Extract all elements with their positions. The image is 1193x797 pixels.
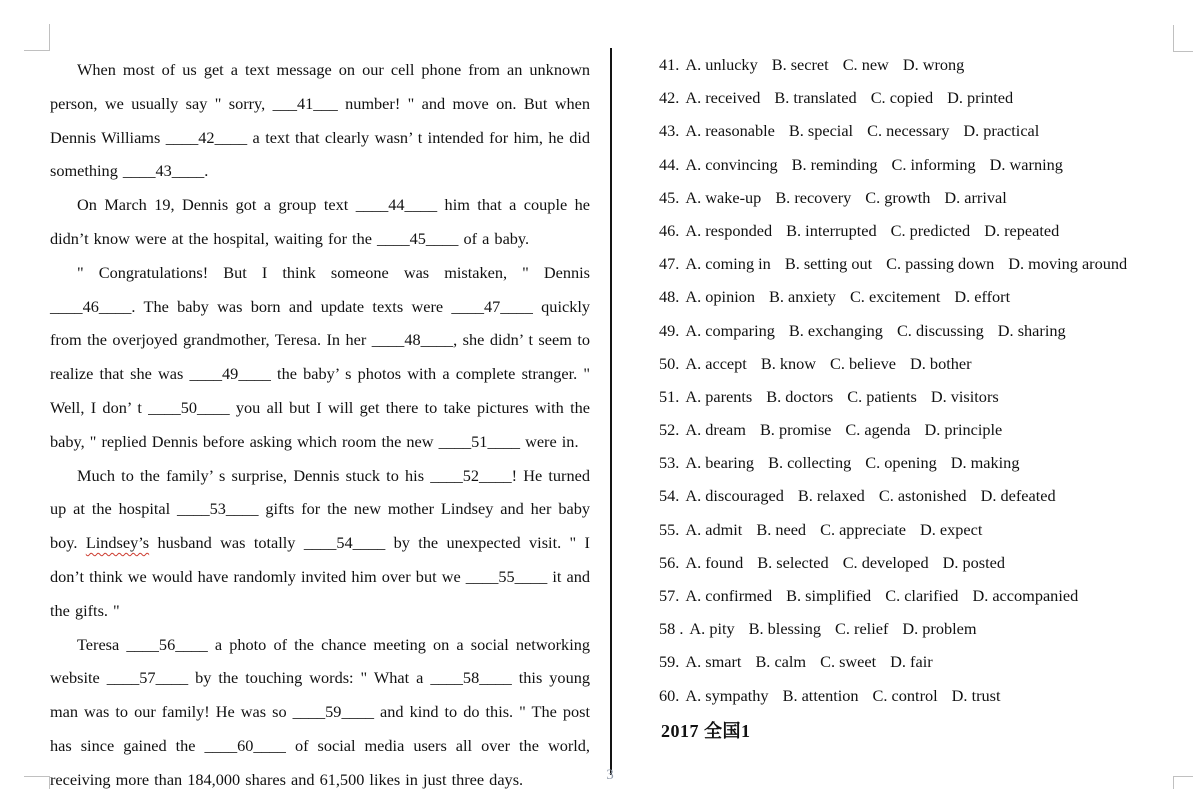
option-row (659, 546, 1193, 579)
option-row (659, 214, 1193, 247)
option-number: 46. (659, 220, 680, 240)
option-choice: A. confirmed (685, 586, 773, 605)
option-choice: C. agenda (845, 420, 911, 440)
option-choice: C. excitement (849, 287, 941, 307)
option-row (659, 612, 1193, 645)
option-choice: D. printed (947, 88, 1014, 108)
option-choice: D. repeated (984, 220, 1060, 240)
option-choice: D. arrival (944, 187, 1007, 207)
option-choice: C. control (872, 685, 938, 705)
option-choice: D. accompanied (972, 586, 1079, 605)
passage-paragraph (50, 188, 590, 256)
option-choice: A. unlucky (685, 55, 758, 74)
crop-mark-bottom-right (1173, 776, 1193, 789)
option-choice: C. new (842, 55, 889, 74)
option-row (659, 48, 1193, 81)
passage-paragraph (50, 628, 590, 797)
option-choice: A. bearing (685, 453, 755, 473)
option-choice: D. defeated (980, 486, 1056, 506)
option-choice: B. simplified (786, 586, 872, 605)
passage-paragraph (50, 256, 590, 459)
option-choice: D. visitors (930, 386, 999, 406)
option-choice: D. warning (989, 154, 1063, 174)
option-choice: B. anxiety (769, 287, 836, 307)
option-choice: B. secret (771, 55, 829, 74)
option-row (659, 479, 1193, 512)
option-choice: B. calm (755, 652, 807, 672)
option-row (659, 513, 1193, 546)
option-row (659, 280, 1193, 313)
option-choice: A. comparing (685, 320, 775, 340)
passage-text: On March 19, Dennis got a group text ____44____ him that a couple he didn’t know were at the hospital, waiting for the ____45____ of a baby. (50, 195, 590, 248)
page-number: 3 (606, 767, 614, 783)
option-number: 43. (659, 121, 680, 141)
option-choice: A. coming in (685, 254, 771, 274)
option-choice: C. astonished (878, 486, 967, 506)
option-choice: A. received (685, 88, 761, 108)
option-row (659, 380, 1193, 413)
option-choice: A. sympathy (685, 685, 769, 705)
option-choice: C. copied (870, 88, 934, 108)
option-choice: D. effort (954, 287, 1011, 307)
option-choice: A. wake-up (685, 187, 762, 207)
option-choice: D. posted (942, 552, 1005, 572)
option-choice: A. dream (685, 420, 746, 440)
option-choice: B. know (760, 353, 817, 373)
option-row (659, 413, 1193, 446)
option-number: 49. (659, 320, 680, 340)
option-choice: C. informing (891, 154, 976, 174)
option-choice: B. need (756, 519, 807, 539)
option-number: 55. (659, 519, 680, 539)
option-choice: C. necessary (867, 121, 950, 141)
option-choice: B. special (788, 121, 854, 141)
cloze-passage (50, 53, 590, 797)
passage-text: When most of us get a text message on our cell phone from an unknown person, we usually say " sorry, ___41___ number! " and move on. But when Dennis Williams ____42____ a text that clearly wasn’ t intended for him, he did something ____43____. (50, 60, 590, 181)
option-choice: C. passing down (886, 254, 995, 274)
option-choice: B. recovery (775, 187, 852, 207)
source-tag: 2017 全国1 (661, 721, 751, 741)
option-choice: C. developed (842, 552, 929, 572)
option-row (659, 446, 1193, 479)
option-choice: A. smart (685, 652, 742, 672)
option-choice: B. attention (782, 685, 859, 705)
passage-text: Much to the family’ s surprise, Dennis stuck to his ____52____! He turned up at the hospital ____53____ gifts for the new mother Lindsey and her baby boy. (50, 465, 590, 553)
option-number: 56. (659, 552, 680, 572)
misspelled-word: Lindsey’s (85, 533, 150, 553)
option-choice: D. fair (890, 652, 933, 672)
option-choice: D. principle (924, 420, 1003, 440)
option-choice: A. reasonable (685, 121, 775, 141)
option-choice: A. accept (685, 353, 747, 373)
option-choice: B. collecting (768, 453, 852, 473)
option-choice: D. trust (951, 685, 1001, 705)
option-row (659, 579, 1193, 612)
option-choice: A. responded (685, 220, 773, 240)
option-choice: B. doctors (766, 386, 834, 406)
option-choice: C. growth (865, 187, 931, 207)
option-choice: A. convincing (685, 154, 778, 174)
option-row (659, 679, 1193, 712)
option-choice: D. making (950, 453, 1020, 473)
option-choice: B. blessing (748, 619, 822, 639)
option-choice: C. patients (847, 386, 917, 406)
option-row (659, 148, 1193, 181)
option-number: 59. (659, 652, 680, 672)
option-choice: A. discouraged (685, 486, 784, 506)
option-choice: B. exchanging (788, 320, 883, 340)
option-choice: A. admit (685, 519, 743, 539)
passage-text: " Congratulations! But I think someone was mistaken, " Dennis ____46____. The baby was born and update texts were ____47____ quickly from the overjoyed grandmother, Teresa. In her ____48____, she didn’ t seem to realize that she was ____49____ the baby’ s photos with a complete stranger. " Well, I don’ t ____50____ you all but I will get there to take pictures with the baby, " replied Dennis before asking which room the new ____51____ were in. (50, 262, 590, 451)
option-choice: D. expect (919, 519, 983, 539)
passage-text: Teresa ____56____ a photo of the chance meeting on a social networking website ____57____ by the touching words: " What a ____58____ this young man was to our family! He was so ____59____ and kind to do this. " The post has since gained the ____60____ of social media users all over the world, receiving more than 184,000 shares and 61,500 likes in just three days. (50, 634, 590, 789)
option-number: 58 . (659, 619, 684, 639)
option-choice: D. problem (902, 619, 977, 639)
option-choice: A. parents (685, 386, 753, 406)
option-choice: B. selected (757, 552, 829, 572)
options-list (659, 48, 1193, 712)
option-number: 57. (659, 586, 680, 605)
option-choice: D. moving around (1008, 254, 1128, 274)
option-choice: D. wrong (902, 55, 965, 74)
option-number: 48. (659, 287, 680, 307)
option-row (659, 645, 1193, 678)
option-choice: D. sharing (997, 320, 1066, 340)
option-number: 45. (659, 187, 680, 207)
option-row (659, 181, 1193, 214)
option-number: 47. (659, 254, 680, 274)
option-choice: A. found (685, 552, 744, 572)
passage-paragraph (50, 459, 590, 628)
option-choice: B. relaxed (797, 486, 865, 506)
option-choice: C. sweet (820, 652, 877, 672)
option-choice: A. opinion (685, 287, 756, 307)
option-choice: C. discussing (896, 320, 984, 340)
passage-paragraph (50, 53, 590, 188)
column-divider (610, 48, 612, 775)
option-number: 42. (659, 88, 680, 108)
crop-mark-top-left (24, 24, 50, 51)
passage-text: husband was totally ____54____ by the unexpected visit. " I don’t think we would have randomly invited him over but we ____55____ it and the gifts. " (50, 533, 590, 620)
option-choice: A. pity (689, 619, 735, 639)
option-row (659, 347, 1193, 380)
option-number: 50. (659, 353, 680, 373)
option-choice: C. believe (830, 353, 897, 373)
option-number: 60. (659, 685, 680, 705)
option-choice: C. appreciate (820, 519, 906, 539)
option-row (659, 114, 1193, 147)
option-number: 51. (659, 386, 680, 406)
option-row (659, 247, 1193, 280)
option-number: 53. (659, 453, 680, 473)
option-choice: D. practical (963, 121, 1040, 141)
crop-mark-bottom-left (24, 776, 50, 789)
option-choice: B. interrupted (786, 220, 877, 240)
option-choice: D. bother (910, 353, 972, 373)
option-number: 41. (659, 55, 680, 74)
option-number: 52. (659, 420, 680, 440)
option-row (659, 314, 1193, 347)
option-choice: C. relief (835, 619, 889, 639)
option-choice: B. promise (759, 420, 832, 440)
option-choice: B. translated (774, 88, 857, 108)
option-number: 54. (659, 486, 680, 506)
option-choice: C. predicted (890, 220, 971, 240)
option-choice: C. clarified (885, 586, 959, 605)
option-choice: B. reminding (791, 154, 878, 174)
option-choice: B. setting out (784, 254, 873, 274)
option-row (659, 81, 1193, 114)
option-choice: C. opening (865, 453, 937, 473)
option-number: 44. (659, 154, 680, 174)
